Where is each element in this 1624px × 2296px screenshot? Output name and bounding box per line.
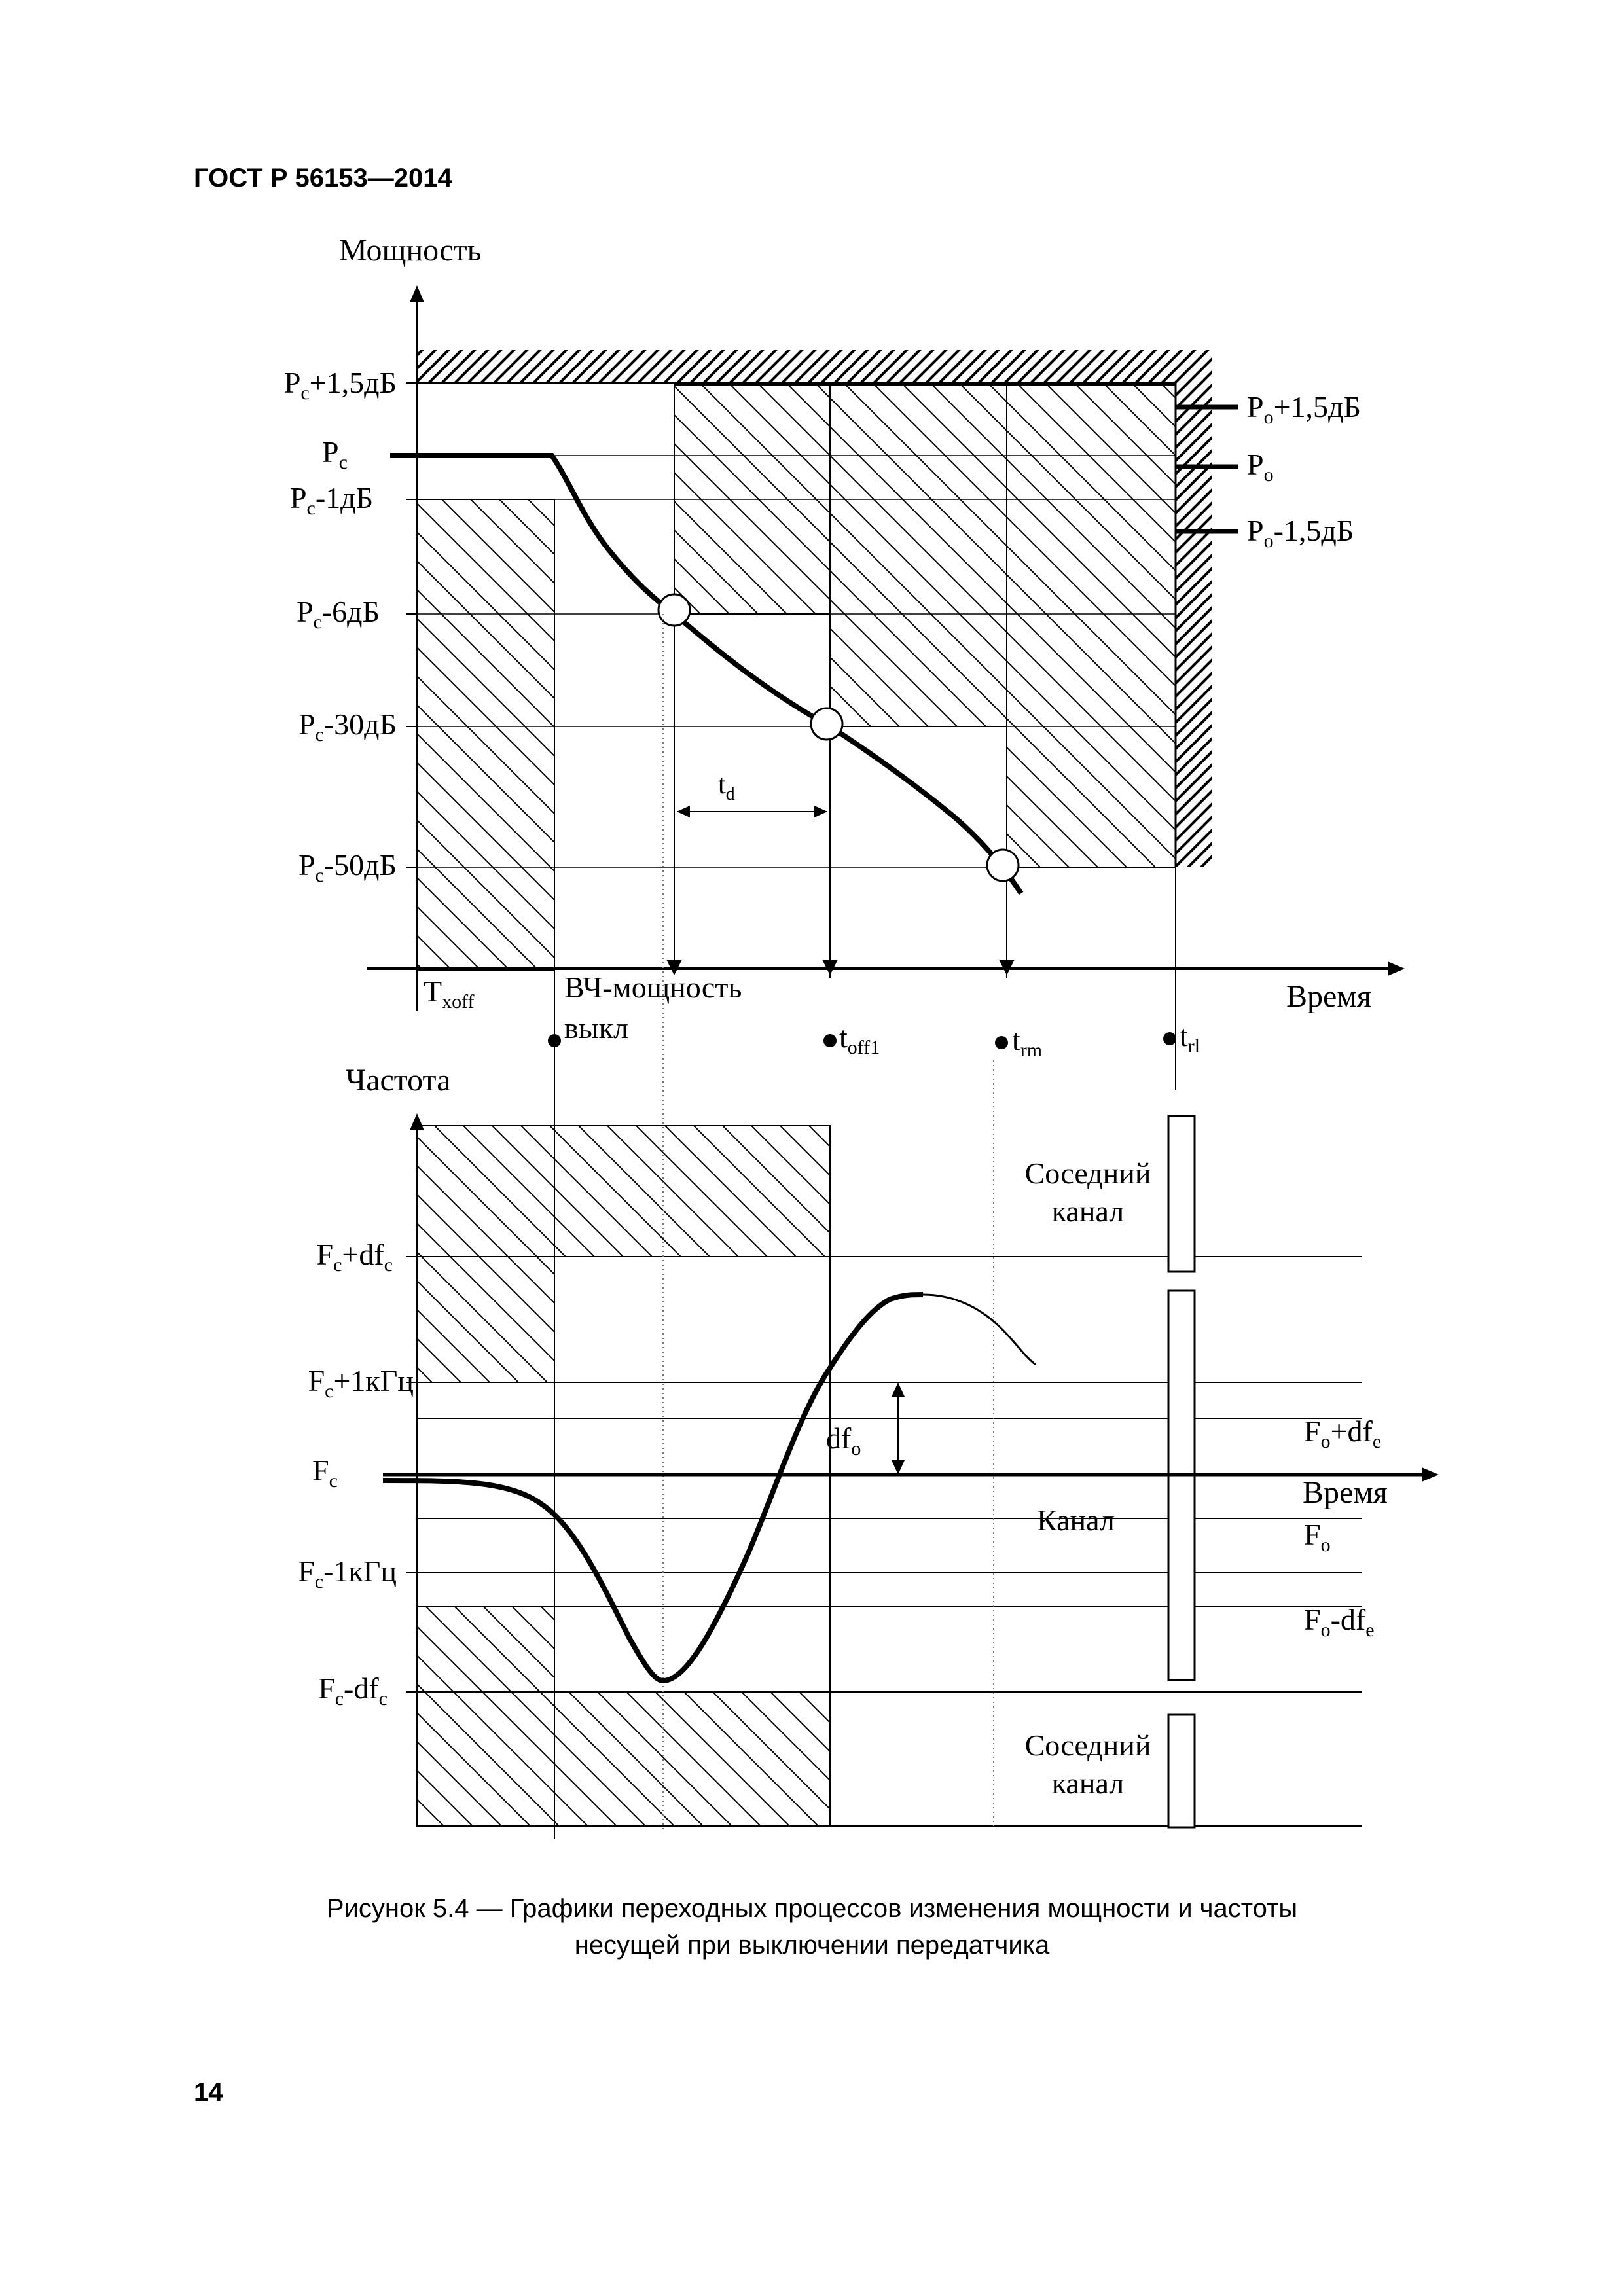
point-pc-minus-30	[811, 708, 842, 740]
label-fc-minus-dfc: $F_c-df_c$	[318, 1672, 388, 1710]
power-x-label: Время	[1286, 979, 1371, 1014]
label-fc-plus-dfc: $F_c+df_c$	[316, 1238, 393, 1276]
figure-caption-line1: Рисунок 5.4 — Графики переходных процессов изменения мощности и частоты	[326, 1894, 1298, 1923]
freq-x-label: Время	[1303, 1475, 1388, 1510]
channel-label: Канал	[1037, 1503, 1115, 1537]
frequency-curve-tail	[923, 1295, 1036, 1365]
freq-forbidden-bottom-left	[417, 1607, 554, 1692]
label-po-plus-1-5: $P_o+1,5дБ$	[1247, 390, 1361, 428]
dot-rf-off	[548, 1034, 561, 1047]
label-fo-minus-dfe: $F_o-df_e$	[1304, 1603, 1375, 1641]
power-forbidden-c	[1007, 385, 1176, 867]
label-dfo: $df_o$	[826, 1422, 861, 1460]
label-fo-plus-dfe: $F_o+df_e$	[1304, 1414, 1382, 1452]
label-fo: $F_o$	[1304, 1518, 1331, 1556]
power-top-hatch	[417, 350, 1212, 383]
label-pc-plus-1-5: $P_c+1,5дБ$	[283, 366, 397, 404]
dot-trm	[995, 1036, 1008, 1049]
freq-y-label: Частота	[346, 1063, 451, 1098]
power-forbidden-b	[830, 385, 1007, 726]
adjacent-channel-lower-line2: канал	[1051, 1767, 1125, 1800]
adjacent-channel-lower-box	[1168, 1715, 1195, 1827]
label-txoff: $T_{xoff}$	[424, 975, 475, 1013]
label-fc: $F_c$	[312, 1454, 338, 1492]
figure-caption	[0, 1890, 1624, 1964]
power-forbidden-left	[417, 499, 554, 971]
label-fc-minus-1k: $F_c-1кГц$	[298, 1554, 397, 1592]
power-y-label: Мощность	[339, 233, 482, 268]
freq-forbidden-bottom	[417, 1692, 830, 1826]
adjacent-channel-lower-line1: Соседний	[1024, 1729, 1151, 1762]
label-trl: $t_{rl}$	[1180, 1019, 1200, 1057]
label-rf-off-1: ВЧ-мощность	[564, 971, 742, 1004]
label-trm: $t_{rm}$	[1012, 1023, 1043, 1061]
dot-toff1	[823, 1034, 837, 1047]
adjacent-channel-upper-box	[1168, 1116, 1195, 1272]
label-pc-minus-50: $P_c-50дБ$	[298, 848, 397, 886]
label-pc-minus-6: $P_c-6дБ$	[296, 595, 380, 633]
label-po-minus-1-5: $P_o-1,5дБ$	[1247, 514, 1354, 552]
freq-forbidden-top	[554, 1126, 830, 1257]
dot-trl	[1163, 1032, 1176, 1045]
freq-forbidden-top-left	[417, 1126, 554, 1382]
label-td: $t_d$	[718, 770, 735, 804]
label-toff1: $t_{off1}$	[839, 1020, 880, 1058]
label-fc-plus-1k: $F_c+1кГц$	[308, 1364, 414, 1402]
label-pc: $P_c$	[322, 435, 348, 473]
page-number: 14	[194, 2078, 223, 2107]
label-po: $P_o$	[1247, 448, 1274, 486]
point-pc-minus-50	[987, 850, 1019, 881]
label-pc-minus-30: $P_c-30дБ$	[298, 708, 397, 745]
channel-box	[1168, 1291, 1195, 1680]
figure-caption-line2: несущей при выключении передатчика	[574, 1931, 1050, 1960]
label-pc-minus-1: $P_c-1дБ$	[289, 481, 373, 519]
point-pc-minus-6	[659, 594, 690, 626]
page-header: ГОСТ Р 56153—2014	[194, 164, 452, 192]
adjacent-channel-upper-line1: Соседний	[1024, 1157, 1151, 1190]
label-rf-off-2: выкл	[564, 1011, 628, 1045]
adjacent-channel-upper-line2: канал	[1051, 1194, 1125, 1228]
power-chart	[284, 233, 1405, 1839]
power-right-hatch	[1176, 383, 1212, 867]
